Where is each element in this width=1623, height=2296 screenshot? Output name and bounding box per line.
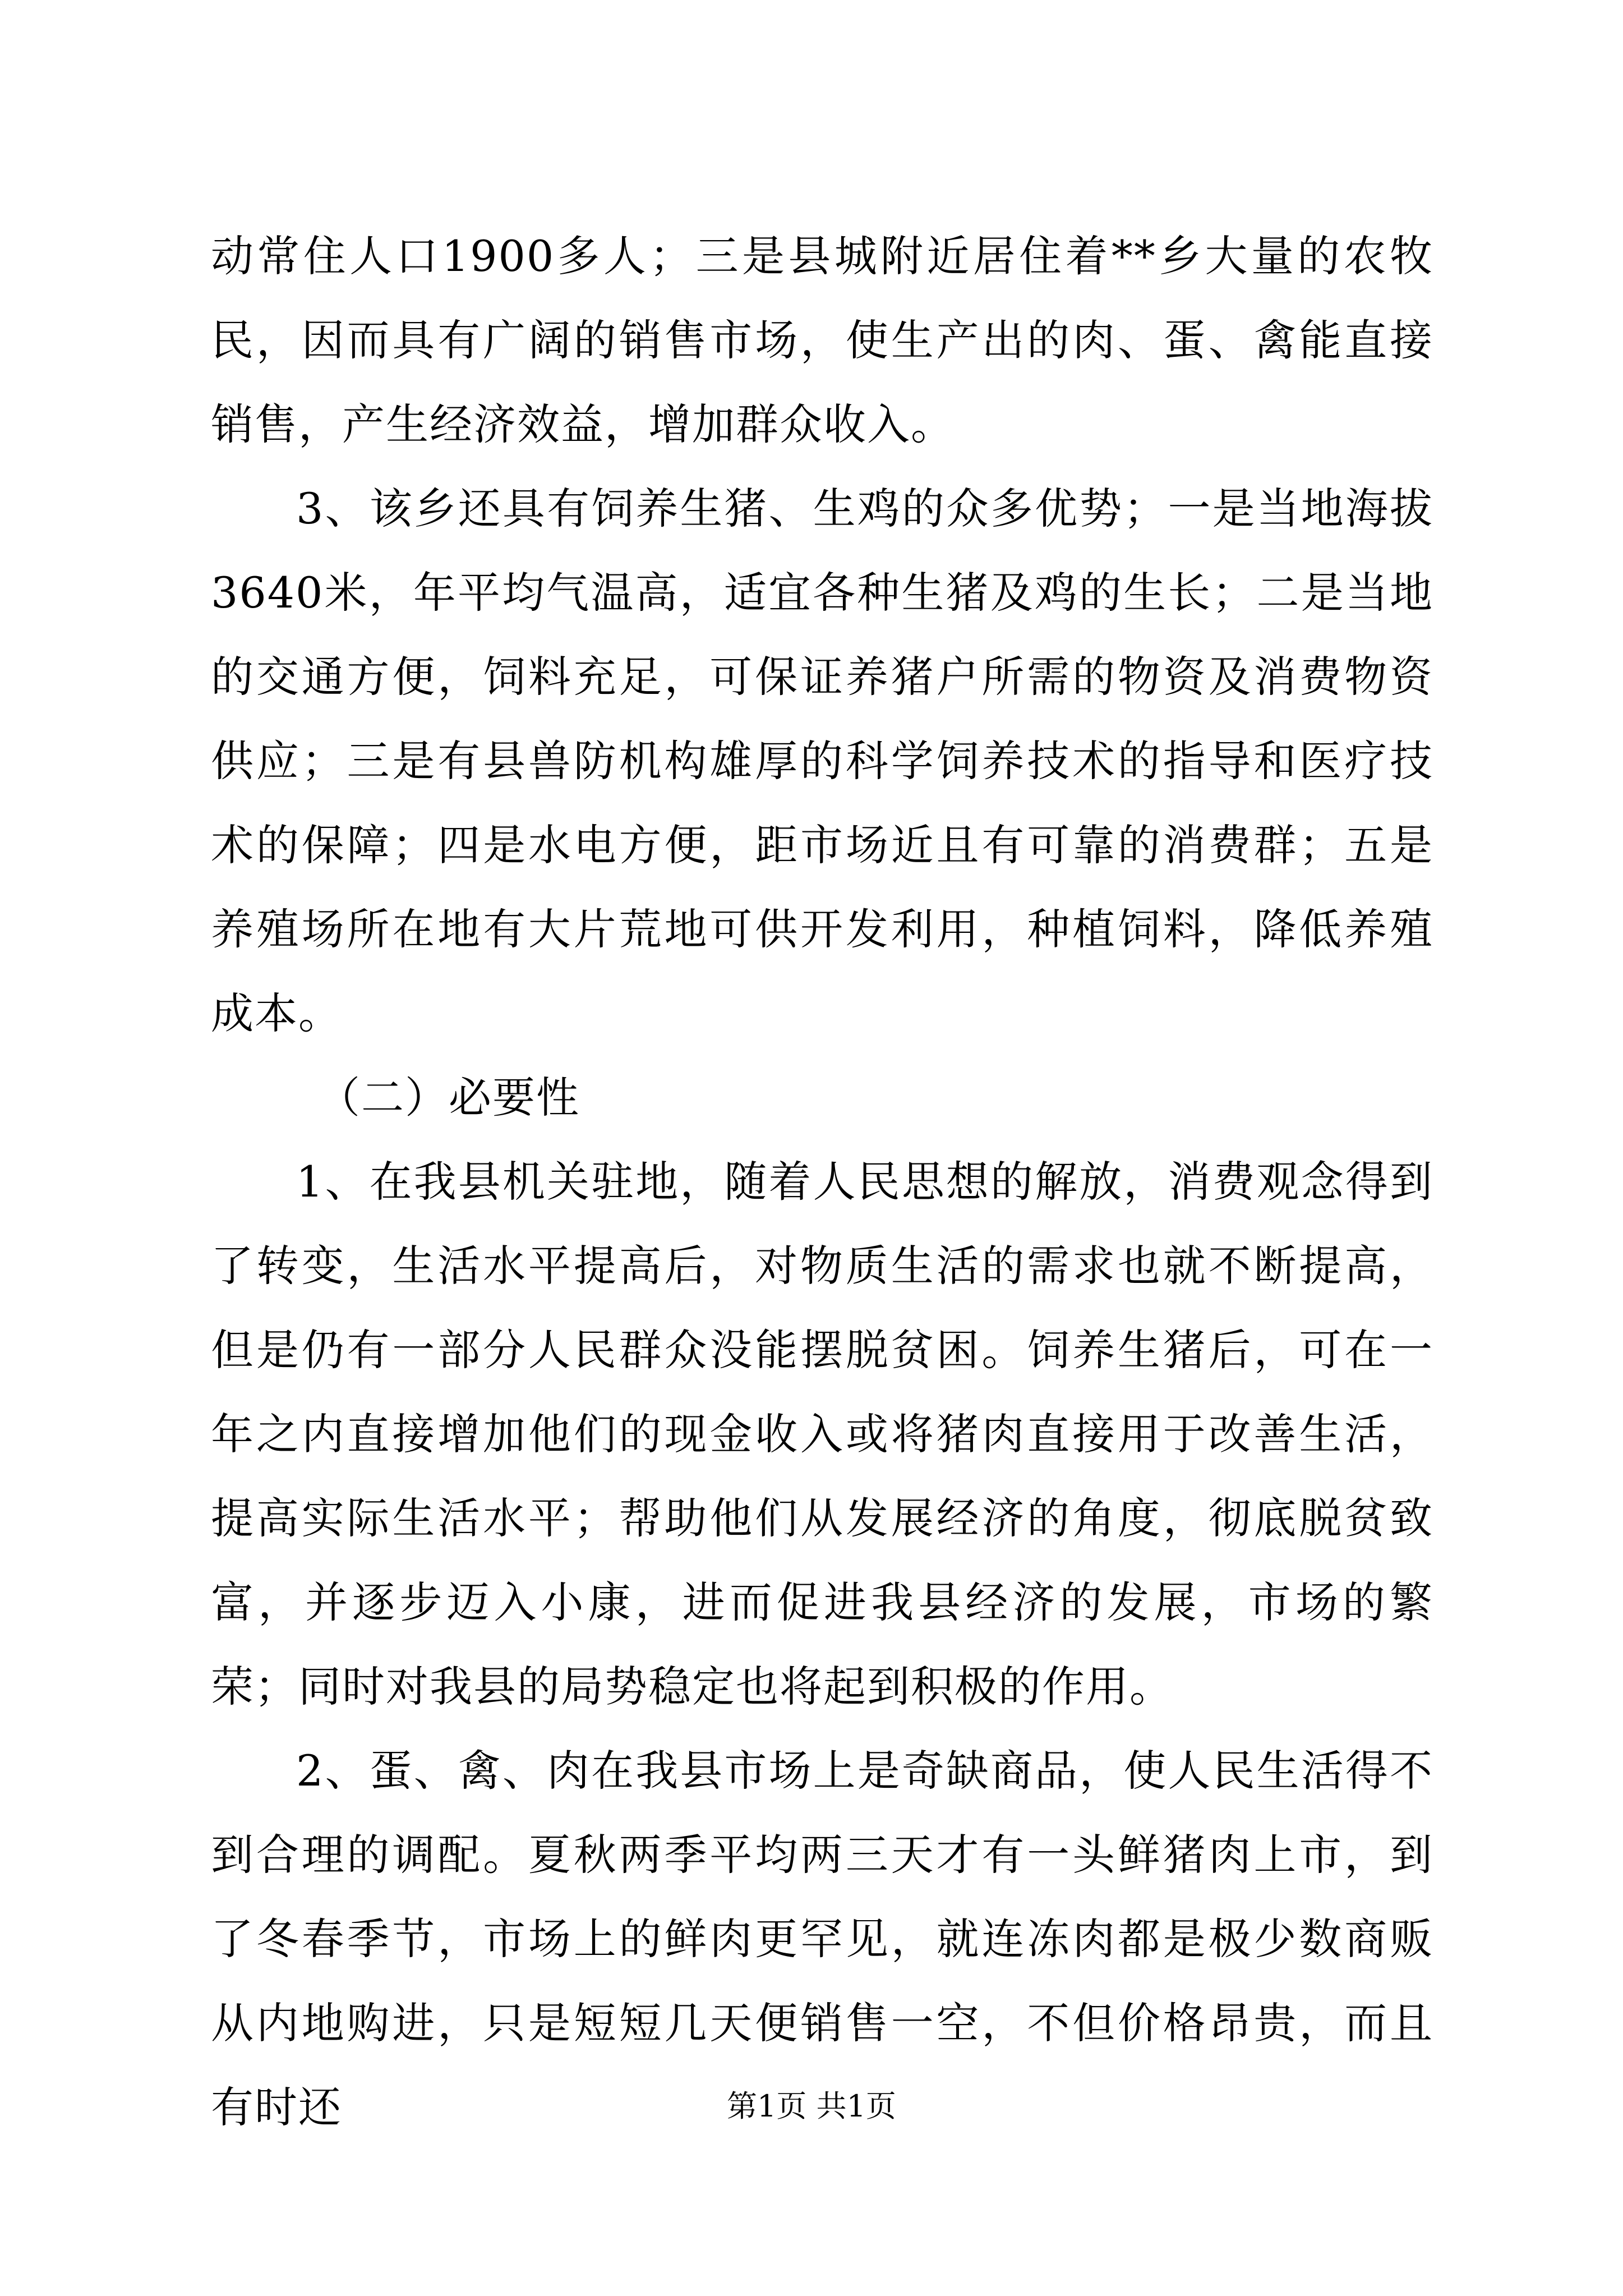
page-footer: 第1页 共1页: [727, 2088, 896, 2124]
paragraph-necessity-1: 1、在我县机关驻地，随着人民思想的解放，消费观念得到了转变，生活水平提高后，对物质生活的需求也就不断提高，但是仍有一部分人民群众没能摆脱贫困。饲养生猪后，可在一年之内直接增加他们的现金收入或将猪肉直接用于改善生活，提高实际生活水平；帮助他们从发展经济的角度，彻底脱贫致富，并逐步迈入小康，进而促进我县经济的发展，市场的繁荣；同时对我县的局势稳定也将起到积极的作用。: [211, 1157, 1433, 1711]
paragraph-necessity-2: 2、蛋、禽、肉在我县市场上是奇缺商品，使人民生活得不到合理的调配。夏秋两季平均两三天才有一头鲜猪肉上市，到了冬春季节，市场上的鲜肉更罕见，就连冻肉都是极少数商贩从内地购进，只是短短几天便销售一空，不但价格昂贵，而且有时还: [211, 1746, 1433, 2132]
document-body: [211, 214, 1433, 2150]
paragraph-continuation: 动常住人口1900多人；三是县城附近居住着**乡大量的农牧民，因而具有广阔的销售市场，使生产出的肉、蛋、禽能直接销售，产生经济效益，增加群众收入。: [211, 231, 1433, 449]
section-heading-necessity: （二）必要性: [317, 1073, 580, 1122]
paragraph-advantages: 3、该乡还具有饲养生猪、生鸡的众多优势；一是当地海拔3640米，年平均气温高，适宜各种生猪及鸡的生长；二是当地的交通方便，饲料充足，可保证养猪户所需的物资及消费物资供应；三是有县兽防机构雄厚的科学饲养技术的指导和医疗技术的保障；四是水电方便，距市场近且有可靠的消费群；五是养殖场所在地有大片荒地可供开发利用，种植饲料，降低养殖成本。: [211, 484, 1433, 1038]
